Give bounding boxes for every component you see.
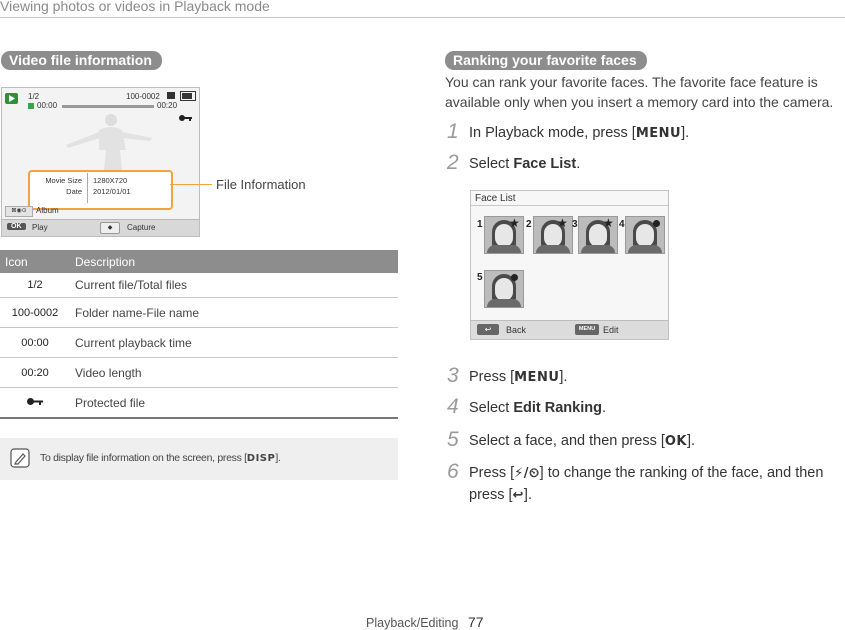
dot-icon [653, 220, 660, 227]
face-list-screen [470, 190, 669, 340]
table-row [0, 358, 398, 388]
table-header-row [0, 250, 398, 273]
time-current: 00:00 [37, 101, 58, 110]
note-pencil-icon [10, 448, 30, 473]
info-value-movie-size: 1280X720 [93, 176, 128, 185]
ok-button-icon: OK [7, 223, 26, 230]
camera-bottom-bar [2, 219, 199, 236]
back-key: ↩ [512, 488, 524, 503]
table-cell-desc: Video length [70, 358, 398, 388]
table-header-icon: Icon [0, 250, 70, 273]
section-label-ranking: Ranking your favorite faces [445, 51, 647, 70]
table-cell-icon: 100-0002 [0, 298, 70, 328]
key-icon [178, 114, 192, 124]
footer-section: Playback/Editing [366, 616, 459, 630]
disp-key: DISP [246, 453, 276, 464]
callout-file-information: File Information [216, 177, 306, 192]
note-text: To display file information on the screen, press [DISP]. [40, 452, 281, 464]
face-number: 1 [477, 219, 483, 230]
star-icon: ★ [509, 216, 520, 230]
time-total: 00:20 [157, 101, 178, 110]
menu-key: MENU [514, 370, 560, 385]
table-cell-desc: Current playback time [70, 328, 398, 358]
face-number: 4 [619, 219, 625, 230]
file-info-box [28, 170, 173, 210]
star-icon: ★ [557, 216, 568, 230]
capture-button-icon: ◆ [100, 222, 120, 234]
key-icon [0, 388, 70, 419]
table-cell-desc: Current file/Total files [70, 273, 398, 298]
play-state-icon [28, 103, 34, 109]
folder-file-name: 100-0002 [126, 92, 160, 101]
icon-description-table [0, 250, 398, 419]
album-icons: ⊠◉⊙ [5, 206, 33, 217]
flash-timer-key: ⚡/⏲ [514, 466, 540, 481]
table-cell-icon: 00:00 [0, 328, 70, 358]
menu-key-icon: MENU [575, 324, 599, 335]
table-row [0, 388, 398, 419]
camera-screen-video [1, 87, 200, 237]
info-value-date: 2012/01/01 [93, 187, 131, 196]
edit-label: Edit [603, 325, 619, 335]
table-cell-icon: 00:20 [0, 358, 70, 388]
album-label: Album [36, 206, 59, 215]
face-number: 5 [477, 272, 483, 283]
page-number: 77 [467, 614, 484, 630]
note-box [0, 438, 398, 480]
card-icon [167, 92, 175, 99]
back-label: Back [506, 325, 527, 335]
capture-label: Capture [127, 223, 156, 232]
header-divider [0, 17, 845, 18]
face-number: 2 [526, 219, 532, 230]
battery-icon [180, 91, 196, 101]
intro-paragraph: You can rank your favorite faces. The favorite face feature is available only when you insert a memory card into the camera. [445, 74, 834, 110]
back-key-icon: ↩ [477, 324, 499, 335]
table-row [0, 328, 398, 358]
file-counter: 1/2 [28, 92, 40, 101]
face-thumbnail [484, 270, 524, 308]
face-number: 3 [572, 219, 578, 230]
dot-icon [511, 274, 518, 281]
face-list-bottom-bar [471, 320, 668, 339]
callout-line [170, 184, 212, 185]
info-label-movie-size: Movie Size [45, 176, 82, 185]
menu-key: MENU [635, 126, 682, 141]
page-footer [366, 614, 483, 630]
table-cell-desc: Protected file [70, 388, 398, 419]
info-label-date: Date [66, 187, 82, 196]
playback-mode-icon [5, 93, 18, 104]
table-header-description: Description [70, 250, 398, 273]
section-label-video-info: Video file information [1, 51, 162, 70]
face-list-title: Face List [475, 193, 516, 204]
table-row [0, 298, 398, 328]
play-label: Play [32, 223, 48, 232]
table-cell-icon: 1/2 [0, 273, 70, 298]
table-cell-desc: Folder name-File name [70, 298, 398, 328]
ok-key: OK [664, 434, 687, 449]
page-header-title: Viewing photos or videos in Playback mode [0, 0, 270, 14]
table-row [0, 273, 398, 298]
star-icon: ★ [603, 216, 614, 230]
playback-progress-bar [62, 105, 154, 108]
